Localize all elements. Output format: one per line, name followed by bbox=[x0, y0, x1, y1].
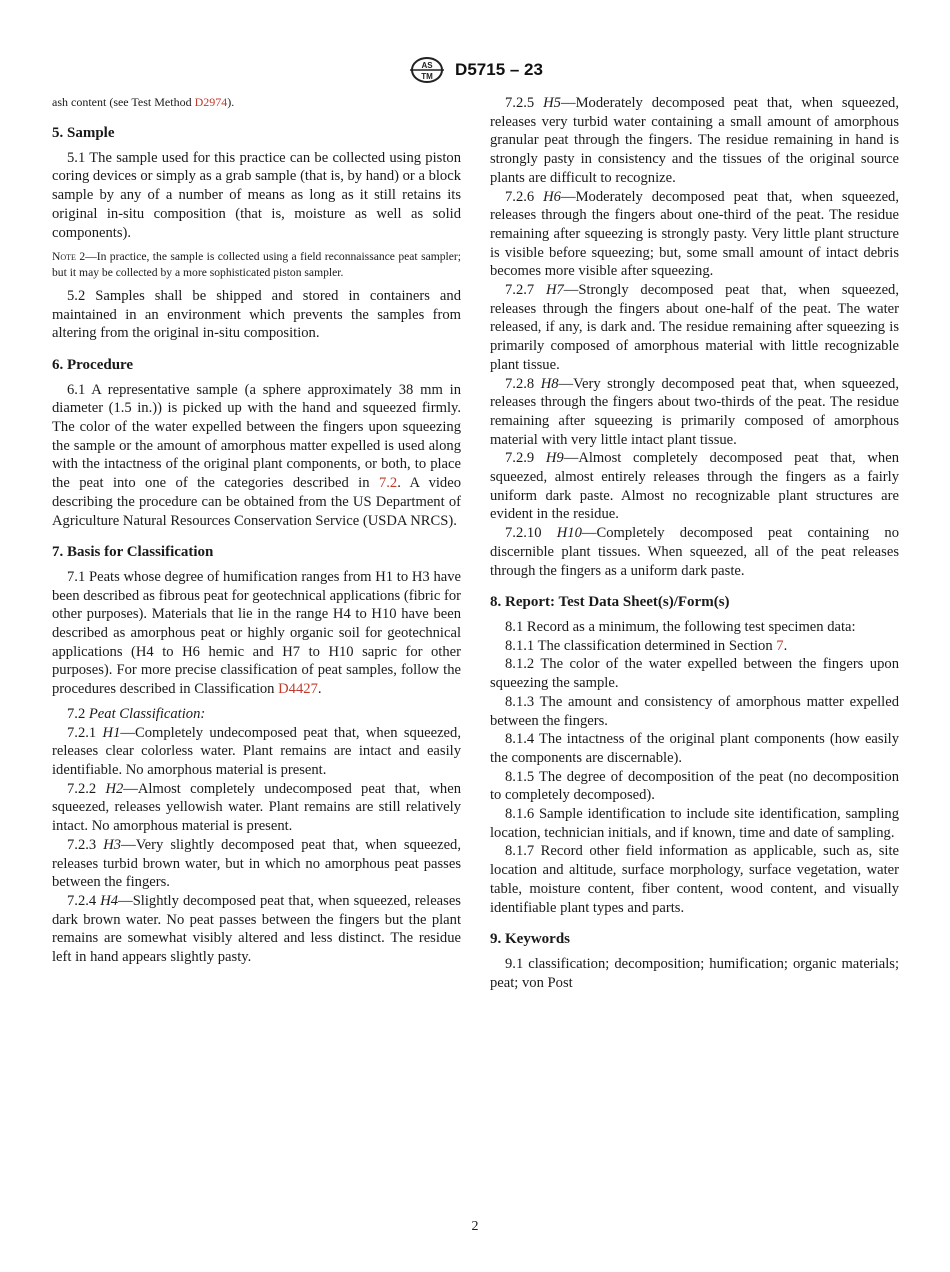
section-9-heading: 9. Keywords bbox=[490, 931, 570, 948]
paragraph-5-1: 5.1 The sample used for this practice can be collected using piston coring devices or simply as a grab sample (that is, by hand) or a block sample by any of a number of means as long as it still retains its original in-situ composition (that is, moisture as well as solid components). bbox=[52, 149, 461, 241]
section-7-2-link[interactable]: 7.2 bbox=[378, 475, 398, 492]
section-5-heading: 5. Sample bbox=[52, 125, 115, 141]
note-2-label: Note 2 bbox=[52, 250, 86, 264]
paragraph-7-2-10: 7.2.10 H10—Completely decomposed peat containing no discernible plant tissues. When squeezed, all of the peat releases through the fingers as a uniform dark paste. bbox=[490, 525, 899, 579]
right-column bbox=[490, 94, 899, 992]
paragraph-7-2-9: 7.2.9 H9—Almost completely decomposed peat that, when squeezed, almost entirely releases through the fingers as a fairly uniform dark paste. Almost no recognizable plant structures are evident in the residue. bbox=[490, 450, 900, 523]
paragraph-7-2-6: 7.2.6 H6—Moderately decomposed peat that, when squeezed, releases through the fingers about one-third of the peat. The residue remaining after squeezing is strongly pasty. Very little plant structure is visible before squeezing; but, some small amount of intact debris becomes more visible after squeezing. bbox=[490, 188, 899, 280]
section-7-link[interactable]: 7 bbox=[776, 637, 784, 654]
note-2: Note 2—In practice, the sample is collected using a field reconnaissance peat sampler; but it may be collected by a more sophisticated piston sampler. bbox=[52, 250, 461, 279]
paragraph-8-1-6: 8.1.6 Sample identification to include site identification, sampling location, technician initials, and if known, time and date of sampling. bbox=[490, 806, 899, 841]
document-number: D5715 – 23 bbox=[455, 60, 543, 79]
section-8-heading: 8. Report: Test Data Sheet(s)/Form(s) bbox=[490, 594, 730, 611]
paragraph-8-1-5: 8.1.5 The degree of decomposition of the peat (no decomposition to completely decomposed). bbox=[490, 768, 899, 804]
paragraph-8-1-3: 8.1.3 The amount and consistency of amorphous matter expelled between the fingers. bbox=[490, 693, 899, 729]
page-number: 2 bbox=[471, 1219, 479, 1234]
left-column bbox=[52, 94, 461, 967]
page-header bbox=[0, 56, 950, 84]
svg-text:TM: TM bbox=[421, 72, 433, 81]
continued-paragraph: ash content (see Test Method D2974). bbox=[52, 95, 235, 109]
section-7-heading: 7. Basis for Classification bbox=[52, 544, 214, 561]
paragraph-7-2-5: 7.2.5 H5—Moderately decomposed peat that, when squeezed, releases very turbid water containing a small amount of amorphous granular peat through the fingers. The residue remaining in hand is strongly pasty in consistency and the tissues of the original source plants are difficult to recognize. bbox=[490, 95, 899, 186]
paragraph-7-2-7: 7.2.7 H7—Strongly decomposed peat that, when squeezed, releases through the fingers about one-half of the peat. The water released, if any, is dark and. The residue remaining after squeezing is primarily composed of amorphous material with little recognizable plant tissue. bbox=[490, 282, 899, 373]
d2974-link[interactable]: D2974 bbox=[194, 95, 228, 109]
paragraph-6-1: 6.1 A representative sample (a sphere approximately 38 mm in diameter (1.5 in.)) is picked up with the hand and squeezed firmly. The color of the water expelled between the fingers upon squeezing the sample or the amount of amorphous matter expelled is used along with the intactness of the original plant components, or both, to place the peat into one of the categories described in 7.2. A video describing the procedure can be obtained from the US Department of Agriculture Natural Resources Conservation Service (USDA NRCS). bbox=[52, 381, 462, 529]
paragraph-9-1: 9.1 classification; decomposition; humification; organic materials; peat; von Post bbox=[490, 955, 899, 991]
paragraph-7-2-8: 7.2.8 H8—Very strongly decomposed peat that, when squeezed, releases through the fingers about two-thirds of the peat. The residue remaining after squeezing is primarily composed of amorphous material with very little intact plant tissue. bbox=[490, 375, 899, 448]
paragraph-7-2-1: 7.2.1 H1—Completely undecomposed peat that, when squeezed, releases clear colorless water. Plant remains are intact and easily identifiable. No amorphous material is present. bbox=[52, 724, 461, 778]
astm-logo-icon bbox=[407, 56, 447, 84]
paragraph-7-2-2: 7.2.2 H2—Almost completely undecomposed peat that, when squeezed, releases yellowish water. Plant remains are still relatively intact. No amorphous material is present. bbox=[52, 780, 461, 835]
paragraph-8-1-2: 8.1.2 The color of the water expelled between the fingers upon squeezing the sample. bbox=[490, 656, 899, 692]
paragraph-8-1: 8.1 Record as a minimum, the following test specimen data: bbox=[505, 618, 856, 635]
paragraph-5-2: 5.2 Samples shall be shipped and stored in containers and maintained in an environment which prevents the samples from altering from the original in-situ composition. bbox=[52, 287, 461, 342]
paragraph-7-1: 7.1 Peats whose degree of humification ranges from H1 to H3 have been described as fibrous peat for geotechnical applications (fibric for other purposes). Materials that lie in the range H4 to H10 have been described as amorphous peat or highly organic soil for geotechnical applications (H4 to H6 hemic and H7 to H10 sapric for other purposes). For more precise classification of peat samples, follow the procedures described in Classification D4427. bbox=[52, 568, 461, 698]
svg-text:AS: AS bbox=[421, 61, 433, 70]
paragraph-7-2-3: 7.2.3 H3—Very slightly decomposed peat that, when squeezed, releases turbid brown water, but in which no amorphous peat passes between the fingers. bbox=[52, 836, 461, 891]
section-6-heading: 6. Procedure bbox=[52, 356, 134, 373]
paragraph-8-1-4: 8.1.4 The intactness of the original plant components (how easily the components are discernable). bbox=[490, 731, 899, 766]
paragraph-7-2-4: 7.2.4 H4—Slightly decomposed peat that, when squeezed, releases dark brown water. No peat passes between the fingers but the plant remains are somewhat visibly altered and less distinct. The residue left in hand appears slightly pasty. bbox=[52, 892, 461, 966]
paragraph-8-1-7: 8.1.7 Record other field information as applicable, such as, site location and altitude, surface morphology, surface vegetation, water table, moisture content, fiber content, wood content, and visually identifiable plant types and parts. bbox=[490, 843, 899, 916]
paragraph-7-2: 7.2 Peat Classification: bbox=[67, 705, 206, 722]
d4427-link[interactable]: D4427 bbox=[278, 681, 318, 698]
paragraph-8-1-1: 8.1.1 The classification determined in Section 7. bbox=[505, 637, 788, 654]
